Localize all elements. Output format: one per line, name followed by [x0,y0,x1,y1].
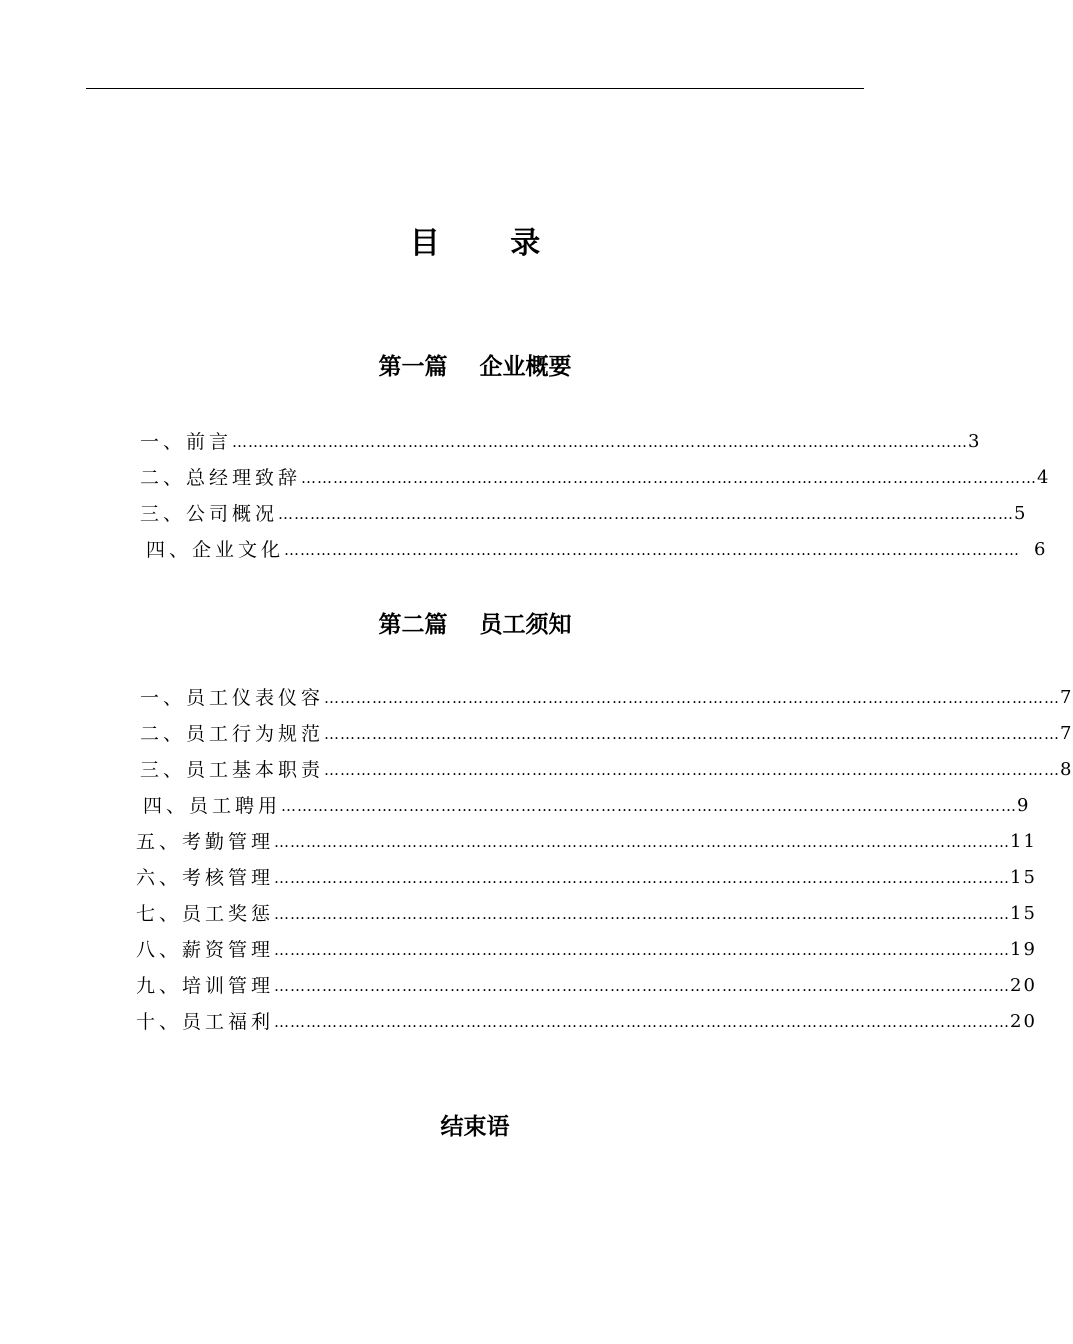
toc-entry-label: 三、公司概况 [140,503,279,525]
toc-entry-label: 十、员工福利 [136,1011,275,1033]
toc-leader-dots: ………………………………………………………………………………………………………………………… [274,977,1011,995]
toc-entry-page: 20 [1010,1011,1037,1032]
toc-entry[interactable] [136,899,1037,929]
toc-entry[interactable] [146,535,1048,565]
toc-leader-dots: ………………………………………………………………………………………………………………………… [274,941,1011,959]
toc-entry-label: 四、员工聘用 [143,795,282,817]
toc-entry-page: 15 [1010,867,1037,888]
toc-leader-dots: ………………………………………………………………………………………………………………………… [301,469,1038,487]
part-title-2: 第二篇 员工须知 [378,612,572,638]
toc-leader-dots: ………………………………………………………………………………………………………………………… [274,869,1011,887]
toc-entry[interactable] [140,683,1073,713]
toc-entry-page: 7 [1060,687,1073,708]
toc-entry-label: 三、员工基本职责 [140,759,325,781]
toc-entry-label: 一、员工仪表仪容 [140,687,325,709]
toc-entry-page: 11 [1010,831,1037,852]
toc-entry[interactable] [143,791,1031,821]
toc-entry-page: 19 [1010,939,1037,960]
toc-entry-page: 9 [1017,795,1031,816]
toc-entry-page: 4 [1037,467,1051,488]
toc-entry[interactable] [140,463,1051,493]
toc-entry-label: 二、员工行为规范 [140,723,325,745]
toc-entry-label: 八、薪资管理 [136,939,275,961]
toc-entry[interactable] [136,971,1037,1001]
toc-entry[interactable] [136,827,1037,857]
toc-entry-label: 四、企业文化 [146,539,285,561]
toc-entry-page: 8 [1060,759,1073,780]
toc-entry-page: 15 [1010,903,1037,924]
toc-entry-label: 五、考勤管理 [136,831,275,853]
toc-leader-dots: ………………………………………………………………………………………………………………………… [274,905,1011,923]
toc-entry-page: 20 [1010,975,1037,996]
toc-leader-dots: ………………………………………………………………………………………………………………………… [324,761,1061,779]
toc-leader-dots: ………………………………………………………………………………………………………………………… [274,1013,1011,1031]
toc-entry-page: 6 [1034,539,1048,560]
toc-entry-page: 7 [1060,723,1073,744]
toc-entry[interactable] [140,427,982,457]
toc-entry[interactable] [136,935,1037,965]
toc-entry[interactable] [140,499,1028,529]
toc-entry-label: 七、员工奖惩 [136,903,275,925]
page-title: 目 录 [409,226,571,261]
part-title-1: 第一篇 企业概要 [378,354,572,380]
toc-entry-page: 3 [968,431,982,452]
part-title-closing: 结束语 [440,1114,510,1140]
toc-leader-dots: ………………………………………………………………………………………………………………………… [274,833,1011,851]
toc-entry-label: 六、考核管理 [136,867,275,889]
toc-entry-label: 二、总经理致辞 [140,467,302,489]
toc-entry[interactable] [140,719,1073,749]
toc-leader-dots: ………………………………………………………………………………………………………………………… [281,797,1018,815]
toc-entry-page: 5 [1014,503,1028,524]
toc-entry-label: 一、前言 [140,431,233,453]
toc-leader-dots: ………………………………………………………………………………………………………………………… [324,725,1061,743]
toc-entry[interactable] [140,755,1073,785]
toc-leader-dots: ………………………………………………………………………………………………………………………… [232,433,969,451]
toc-entry[interactable] [136,1007,1037,1037]
toc-leader-dots: ………………………………………………………………………………………………………………………… [284,541,1021,559]
toc-entry[interactable] [136,863,1037,893]
toc-leader-dots: ………………………………………………………………………………………………………………………… [324,689,1061,707]
toc-leader-dots: ………………………………………………………………………………………………………………………… [278,505,1015,523]
header-rule [86,88,864,89]
toc-entry-label: 九、培训管理 [136,975,275,997]
